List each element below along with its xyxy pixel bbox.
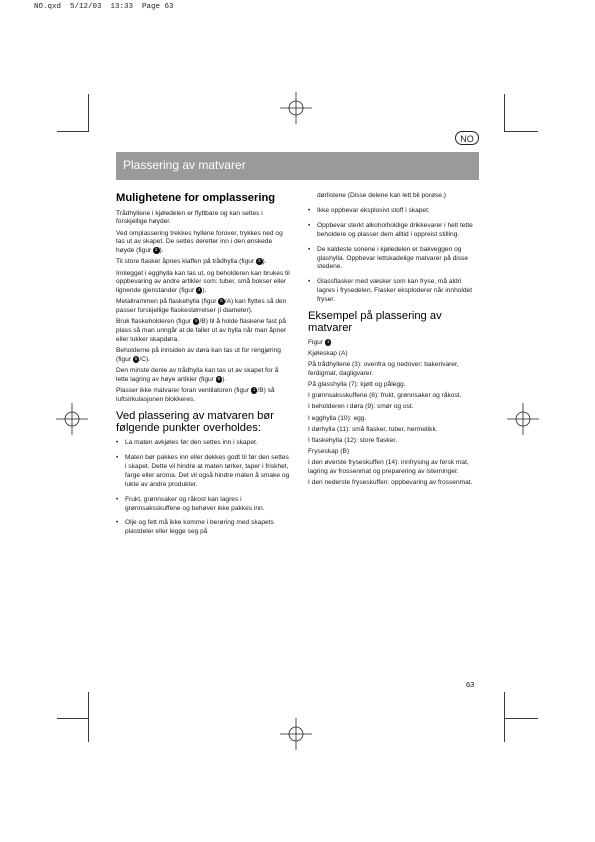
list-item: • Oppbevar sterkt alkoholholdige drikkevarer i helt tette beholdere og plasser dem alltid i oppreist stilling. <box>308 222 480 240</box>
placement-line: I den nederste fryseskuffen: oppbevaring av frossenmat. <box>308 478 473 486</box>
guideline-list-continued <box>308 207 480 305</box>
registration-mark-top <box>280 92 312 124</box>
paragraph: Til store flasker åpnes klaffen på trådhylla (figur 3 ). <box>116 258 267 266</box>
figure-number-icon: 2 <box>155 247 158 253</box>
figure-number-icon: 1 <box>326 339 330 345</box>
figure-ref: Figur 1 <box>308 339 330 347</box>
paragraph: Bruk flaskeholderen (figur 5 /B) til å holde flaskene fast på plass så man unngår at de faller ut av hylla når man åpner eller lukker skapdøra. <box>116 318 287 344</box>
figure-number-icon: 1 <box>252 387 256 393</box>
list-item: • Ikke oppbevar eksplosivt stoff i skapet. <box>308 207 480 216</box>
figure-number-icon: 5 <box>220 298 223 304</box>
paragraph: Plasser ikke matvarer foran ventilatoren (figur 1 /B) så luftsirkulasjonen blokkeres. <box>116 387 275 404</box>
placement-line: I den øverste fryseskuffen (14): innfrysing av fersk mat, lagring av frossenmat og preparering av isterninger. <box>308 458 469 475</box>
heading-repositioning: Mulighetene for omplassering <box>116 192 276 204</box>
paragraph: Beholderne på innsiden av døra kan tas ut for rengjøring (figur 5 /C). <box>116 347 281 364</box>
section-title: Plassering av matvarer <box>123 158 246 172</box>
figure-number-icon: 3 <box>258 258 261 264</box>
placement-line: Kjøleskap (A) <box>308 350 348 358</box>
registration-mark-left <box>56 403 88 435</box>
left-column <box>116 189 290 543</box>
section-title-band <box>116 152 479 180</box>
paragraph: Trådhyllene i kjøledelen er flyttbare og kan settes i forskjellige høyder. <box>116 209 263 226</box>
right-column <box>308 192 480 490</box>
placement-line: Fryseskap (B) <box>308 447 350 455</box>
placement-line: I beholderen i døra (9): smør og ost. <box>308 403 414 411</box>
figure-number-icon: 5 <box>194 318 198 324</box>
paragraph: Ved omplassering trekkes hyllene forover, trykkes ned og tas ut av skapet. De settes deretter inn i den ønskede høyde (figur 2 ). <box>116 229 283 255</box>
figure-number-icon: 5 <box>134 356 138 362</box>
list-item: • La maten avkjøles før den settes inn i skapet. <box>116 439 290 448</box>
page-number: 63 <box>466 680 475 689</box>
language-badge: NO <box>455 131 479 145</box>
placement-line: På glasshylla (7): kjøtt og pålegg. <box>308 381 406 389</box>
registration-mark-right <box>507 403 539 435</box>
figure-number-icon: 6 <box>217 376 221 382</box>
placement-line: I dørhylla (11): små flasker, tuber, hermetikk. <box>308 425 438 433</box>
paragraph: Metallrammen på flaskehylla (figur 5 /A) kan flyttes så den passer forskjellige flaskestørrelser (i diameter). <box>116 298 287 315</box>
heading-guidelines: Ved plassering av matvaren bør følgende punkter overholdes: <box>116 410 274 434</box>
list-item: • Maten bør pakkes inn eller dekkes godt til før den settes i skapet. Dette vil hindre at maten tørker, taper i friskhet, farge eller aroma. Det vil også hindre maten å smake og lukte av andre produkter. <box>116 454 290 490</box>
placement-line: I grønnsaksskuffene (8): frukt, grønnsaker og råkost. <box>308 392 462 400</box>
list-item: • De kaldeste sonene i kjøledelen er bakveggen og glashylla. Oppbevar lettskadelige matvarer på disse stedene. <box>308 246 480 273</box>
figure-number-icon: 4 <box>197 287 201 293</box>
placement-line: I egghylla (10): egg. <box>308 414 367 422</box>
list-item: • Olje og fett må ikke komme i berøring med skapets plastdeler eller legge seg på <box>116 519 290 537</box>
registration-mark-bottom <box>280 718 312 750</box>
placement-line: I flaskehylla (12): store flasker. <box>308 436 398 444</box>
placement-line: På trådhyllene (3): ovenfra og nedover: bakerivarer, ferdigmat, dagligvarer. <box>308 361 459 378</box>
list-item: • Frukt, grønnsaker og råkost kan lagres i grønnsaksskuffene og behøver ikke pakkes inn. <box>116 496 290 514</box>
print-slug: NO.qxd 5/12/03 13:33 Page 63 <box>34 3 174 11</box>
paragraph: Innlegget i egghylla kan tas ut, og beholderen kan brukes til oppbevaring av andre artikler som: tuber, små bokser eller lignende gjenstander (figur 4 ). <box>116 269 290 295</box>
continued-text: dørlistene (Disse delene kan lett bli porøse.) <box>317 192 446 199</box>
list-item: • Glassflasker med væsker som kan fryse, må aldri lagres i frysedelen. Flasker eksploderer når innholdet fryser. <box>308 278 480 305</box>
guideline-list <box>116 439 290 537</box>
paragraph: Den minste denle av trådhylla kan tas ut av skapet for å lette lagring av høye artikler (figur 6 ). <box>116 367 279 384</box>
heading-placement-example: Eksempel på plassering av matvarer <box>308 310 442 334</box>
